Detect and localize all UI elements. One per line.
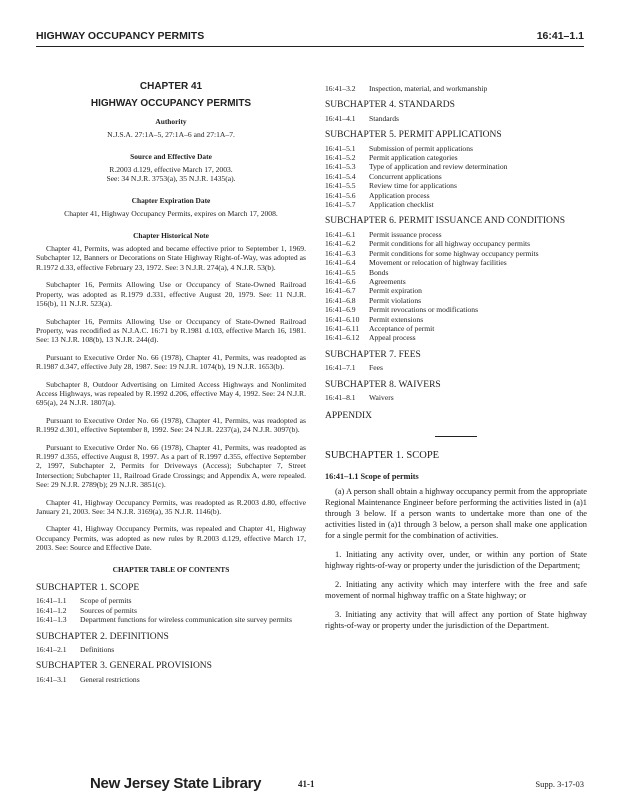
toc-subchapter-8: SUBCHAPTER 8. WAIVERS	[325, 379, 441, 390]
toc-heading: CHAPTER TABLE OF CONTENTS	[112, 564, 230, 574]
history-paragraph: Subchapter 8, Outdoor Advertising on Limited Access Highways and Nonlimited Access Highways, was repealed by R.1992 d.206, effective May 4, 1992. See: 24 N.J.R. 695(a), 24 N.J.R. 1807(a).	[36, 379, 306, 408]
page-footer	[0, 775, 621, 795]
toc-entry[interactable]: 16:41–1.3 Department functions for wireless communication site survey permits	[36, 615, 292, 625]
toc-appendix[interactable]: APPENDIX	[325, 411, 372, 422]
toc-entry[interactable]: 16:41–5.7 Application checklist	[325, 200, 434, 210]
expiration-text: Chapter 41, Highway Occupancy Permits, expires on March 17, 2008.	[64, 209, 278, 219]
toc-entry[interactable]: 16:41–6.7 Permit expiration	[325, 286, 422, 296]
history-paragraph: Pursuant to Executive Order No. 66 (1978), Chapter 41, Permits, was readopted as R.1987 d.347, effective July 28, 1987. See: 19 N.J.R. 1074(b), 19 N.J.R. 1653(b).	[36, 352, 306, 372]
page-number: 41-1	[298, 779, 315, 789]
authority-heading: Authority	[155, 116, 187, 126]
history-paragraph: Chapter 41, Highway Occupancy Permits, was readopted as R.2003 d.80, effective January 21, 2003. See: 34 N.J.R. 3169(a), 35 N.J.R. 1146(b).	[36, 497, 306, 516]
toc-entry[interactable]: 16:41–1.1 Scope of permits	[36, 596, 132, 606]
header-section-number: 16:41–1.1	[536, 30, 584, 42]
source-line-1: R.2003 d.129, effective March 17, 2003.	[109, 165, 233, 175]
toc-entry[interactable]: 16:41–4.1 Standards	[325, 113, 399, 123]
history-paragraph: Pursuant to Executive Order No. 66 (1978), Chapter 41, Permits, was readopted as R.1997 d.355, effective August 8, 1997. As a part of R.1997 d.355, effective September 2, 1997, Subchapter 2, Permits for Driveways (Access); Subchapter 7, Street Intersection; Subchapter 11, Railroad Grade Crossings; and Appendix A, were repealed. See: 29 N.J.R. 2789(b); 29 N.J.R. 3851(c).	[36, 442, 306, 490]
toc-subchapter-6: SUBCHAPTER 6. PERMIT ISSUANCE AND CONDITIONS	[325, 216, 565, 227]
history-paragraph: Subchapter 16, Permits Allowing Use or Occupancy of State-Owned Railroad Property, was adopted as R.1979 d.331, effective August 20, 1979. See: 11 N.J.R. 156(b), 11 N.J.R. 523(a).	[36, 280, 306, 309]
toc-entry[interactable]: 16:41–6.5 Bonds	[325, 267, 389, 277]
history-paragraph: Chapter 41, Highway Occupancy Permits, was repealed and Chapter 41, Highway Occupancy Permits, was adopted as new rules by R.2003 d.129, effective March 17, 2003. See: Source and Effective Date.	[36, 524, 306, 553]
library-watermark: New Jersey State Library	[90, 775, 262, 792]
header-title: HIGHWAY OCCUPANCY PERMITS	[36, 30, 205, 42]
body-paragraph: (a) A person shall obtain a highway occupancy permit from the appropriate Regional Maintenance Engineer before performing the activities listed in (a)1 through 3 below. If a person wants to undertake more than one of the activities listed in (a)1 through 3 below, a person shall make one application for a single permit for the combination of activities.	[325, 486, 587, 540]
toc-entry[interactable]: 16:41–6.1 Permit issuance process	[325, 229, 442, 239]
toc-entry[interactable]: 16:41–6.6 Agreements	[325, 276, 406, 286]
toc-subchapter-7: SUBCHAPTER 7. FEES	[325, 349, 421, 360]
supplement-date: Supp. 3-17-03	[535, 779, 584, 789]
source-line-2: See: 34 N.J.R. 3753(a), 35 N.J.R. 1435(a).	[106, 174, 236, 184]
history-paragraph: Subchapter 16, Permits Allowing Use or Occupancy of State-Owned Railroad Property, was recodified as N.J.A.C. 16:71 by R.1981 d.103, effective March 16, 1981. See: 13 N.J.R. 108(b), 13 N.J.R. 244(d).	[36, 316, 306, 345]
toc-entry[interactable]: 16:41–5.3 Type of application and review determination	[325, 162, 508, 172]
toc-entry[interactable]: 16:41–6.12 Appeal process	[325, 333, 416, 343]
history-paragraph: Pursuant to Executive Order No. 66 (1978), Chapter 41, Permits, was readopted as R.1992 d.301, effective September 8, 1992. See: 24 N.J.R. 2237(a), 24 N.J.R. 3097(b).	[36, 415, 306, 435]
section-heading: 16:41–1.1 Scope of permits	[325, 472, 419, 482]
toc-subchapter-3: SUBCHAPTER 3. GENERAL PROVISIONS	[36, 661, 212, 672]
body-paragraph: 2. Initiating any activity which may interfere with the free and safe movement of normal highway traffic on a State highway; or	[325, 579, 587, 600]
chapter-number: CHAPTER 41	[139, 81, 203, 92]
authority-text: N.J.S.A. 27:1A–5, 27:1A–6 and 27:1A–7.	[107, 130, 235, 140]
right-column	[325, 84, 587, 639]
toc-entry[interactable]: 16:41–5.2 Permit application categories	[325, 153, 458, 163]
toc-entry[interactable]: 16:41–5.1 Submission of permit applications	[325, 143, 473, 153]
toc-entry[interactable]: 16:41–7.1 Fees	[325, 363, 383, 373]
toc-subchapter-2: SUBCHAPTER 2. DEFINITIONS	[36, 631, 169, 642]
toc-entry[interactable]: 16:41–6.2 Permit conditions for all highway occupancy permits	[325, 239, 531, 249]
subchapter-heading: SUBCHAPTER 1. SCOPE	[325, 449, 440, 461]
toc-subchapter-5: SUBCHAPTER 5. PERMIT APPLICATIONS	[325, 130, 502, 141]
expiration-heading: Chapter Expiration Date	[131, 195, 211, 205]
toc-entry[interactable]: 16:41–3.2 Inspection, material, and workmanship	[325, 84, 488, 93]
toc-entry[interactable]: 16:41–5.5 Review time for applications	[325, 181, 457, 191]
toc-entry[interactable]: 16:41–1.2 Sources of permits	[36, 605, 137, 615]
running-header	[36, 28, 584, 47]
toc-entry[interactable]: 16:41–2.1 Definitions	[36, 645, 115, 655]
toc-entry[interactable]: 16:41–6.3 Permit conditions for some highway occupancy permits	[325, 248, 539, 258]
section-divider	[435, 436, 477, 437]
toc-entry[interactable]: 16:41–6.11 Acceptance of permit	[325, 323, 435, 333]
source-heading: Source and Effective Date	[130, 151, 212, 161]
toc-subchapter-4: SUBCHAPTER 4. STANDARDS	[325, 100, 455, 111]
body-paragraph: 1. Initiating any activity over, under, or within any portion of State highway rights-of-way or property under the jurisdiction of the Department;	[325, 549, 587, 570]
history-paragraph: Chapter 41, Permits, was adopted and became effective prior to September 1, 1969. Subchapter 12, Banners or Decorations on State Highway Right-of-Way, was adopted as R.1972 d.33, effective February 23, 1972. See: 3 N.J.R. 274(a), 4 N.J.R. 53(b).	[36, 244, 306, 272]
left-column	[36, 62, 306, 684]
body-paragraph: 3. Initiating any activity that will affect any portion of State highway rights-of-way or property under the jurisdiction of the Department.	[325, 609, 587, 630]
chapter-title: HIGHWAY OCCUPANCY PERMITS	[90, 98, 252, 110]
toc-entry[interactable]: 16:41–6.4 Movement or relocation of highway facilities	[325, 258, 507, 268]
toc-entry[interactable]: 16:41–6.8 Permit violations	[325, 295, 422, 305]
toc-entry[interactable]: 16:41–6.9 Permit revocations or modifications	[325, 305, 479, 315]
history-heading: Chapter Historical Note	[133, 230, 209, 240]
toc-entry[interactable]: 16:41–3.1 General restrictions	[36, 674, 140, 684]
toc-entry[interactable]: 16:41–6.10 Permit extensions	[325, 314, 424, 324]
toc-subchapter-1: SUBCHAPTER 1. SCOPE	[36, 583, 140, 594]
toc-entry[interactable]: 16:41–5.4 Concurrent applications	[325, 171, 442, 181]
toc-entry[interactable]: 16:41–8.1 Waivers	[325, 392, 394, 402]
toc-entry[interactable]: 16:41–5.6 Application process	[325, 190, 430, 200]
